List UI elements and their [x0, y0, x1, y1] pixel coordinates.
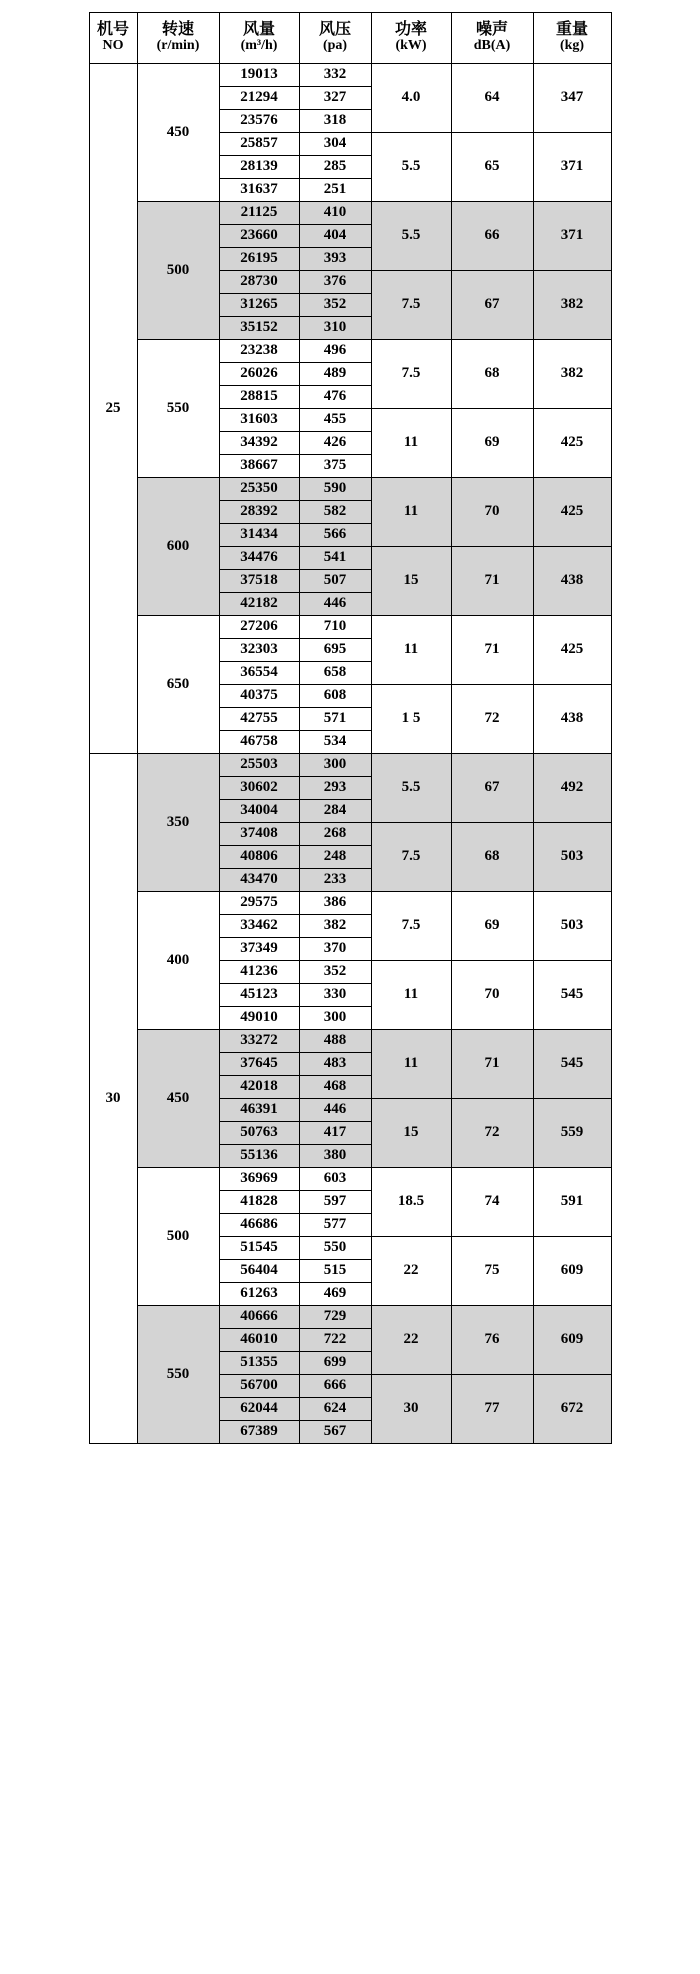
cell-airflow: 56404 [219, 1260, 299, 1283]
cell-pressure: 248 [299, 846, 371, 869]
cell-airflow: 46758 [219, 731, 299, 754]
column-header-speed: 转速 (r/min) [137, 13, 219, 64]
cell-pressure: 417 [299, 1122, 371, 1145]
cell-speed: 500 [137, 202, 219, 340]
cell-airflow: 36969 [219, 1168, 299, 1191]
cell-pressure: 496 [299, 340, 371, 363]
cell-airflow: 34392 [219, 432, 299, 455]
cell-power: 22 [371, 1237, 451, 1306]
cell-airflow: 33272 [219, 1030, 299, 1053]
cell-speed: 550 [137, 340, 219, 478]
cell-pressure: 268 [299, 823, 371, 846]
table-body [89, 64, 611, 1444]
cell-weight: 503 [533, 823, 611, 892]
cell-pressure: 300 [299, 1007, 371, 1030]
column-header-weight: 重量 (kg) [533, 13, 611, 64]
cell-airflow: 31637 [219, 179, 299, 202]
cell-pressure: 352 [299, 294, 371, 317]
cell-pressure: 382 [299, 915, 371, 938]
cell-power: 5.5 [371, 202, 451, 271]
table-row [89, 64, 611, 87]
cell-weight: 503 [533, 892, 611, 961]
cell-weight: 425 [533, 478, 611, 547]
cell-pressure: 233 [299, 869, 371, 892]
cell-pressure: 284 [299, 800, 371, 823]
cell-airflow: 62044 [219, 1398, 299, 1421]
cell-noise: 69 [451, 892, 533, 961]
cell-pressure: 327 [299, 87, 371, 110]
cell-airflow: 41828 [219, 1191, 299, 1214]
cell-airflow: 28815 [219, 386, 299, 409]
cell-airflow: 25857 [219, 133, 299, 156]
cell-noise: 67 [451, 754, 533, 823]
cell-speed: 450 [137, 1030, 219, 1168]
cell-pressure: 624 [299, 1398, 371, 1421]
cell-weight: 382 [533, 271, 611, 340]
cell-speed: 550 [137, 1306, 219, 1444]
cell-power: 7.5 [371, 823, 451, 892]
cell-airflow: 30602 [219, 777, 299, 800]
cell-airflow: 33462 [219, 915, 299, 938]
cell-airflow: 49010 [219, 1007, 299, 1030]
cell-pressure: 571 [299, 708, 371, 731]
cell-pressure: 468 [299, 1076, 371, 1099]
cell-airflow: 28392 [219, 501, 299, 524]
cell-noise: 68 [451, 340, 533, 409]
cell-airflow: 51355 [219, 1352, 299, 1375]
cell-airflow: 37349 [219, 938, 299, 961]
column-header-power: 功率 (kW) [371, 13, 451, 64]
cell-pressure: 404 [299, 225, 371, 248]
cell-pressure: 489 [299, 363, 371, 386]
cell-power: 18.5 [371, 1168, 451, 1237]
cell-pressure: 603 [299, 1168, 371, 1191]
cell-weight: 382 [533, 340, 611, 409]
cell-pressure: 488 [299, 1030, 371, 1053]
cell-airflow: 67389 [219, 1421, 299, 1444]
cell-airflow: 27206 [219, 616, 299, 639]
cell-airflow: 32303 [219, 639, 299, 662]
cell-airflow: 55136 [219, 1145, 299, 1168]
cell-power: 7.5 [371, 892, 451, 961]
cell-power: 22 [371, 1306, 451, 1375]
column-header-airflow: 风量 (m³/h) [219, 13, 299, 64]
cell-noise: 66 [451, 202, 533, 271]
cell-airflow: 21125 [219, 202, 299, 225]
cell-airflow: 25503 [219, 754, 299, 777]
cell-power: 11 [371, 616, 451, 685]
cell-pressure: 582 [299, 501, 371, 524]
cell-model-no: 30 [89, 754, 137, 1444]
cell-airflow: 43470 [219, 869, 299, 892]
cell-airflow: 26026 [219, 363, 299, 386]
fan-specification-table [89, 12, 612, 1444]
table-row [89, 1306, 611, 1329]
cell-pressure: 507 [299, 570, 371, 593]
cell-weight: 545 [533, 1030, 611, 1099]
cell-airflow: 31434 [219, 524, 299, 547]
cell-pressure: 332 [299, 64, 371, 87]
cell-pressure: 330 [299, 984, 371, 1007]
table-header-row [89, 13, 611, 64]
cell-airflow: 46391 [219, 1099, 299, 1122]
cell-pressure: 590 [299, 478, 371, 501]
cell-pressure: 515 [299, 1260, 371, 1283]
cell-pressure: 729 [299, 1306, 371, 1329]
cell-airflow: 25350 [219, 478, 299, 501]
cell-pressure: 375 [299, 455, 371, 478]
cell-airflow: 40375 [219, 685, 299, 708]
cell-noise: 71 [451, 1030, 533, 1099]
cell-speed: 650 [137, 616, 219, 754]
cell-noise: 70 [451, 961, 533, 1030]
cell-airflow: 61263 [219, 1283, 299, 1306]
cell-noise: 72 [451, 685, 533, 754]
cell-airflow: 23576 [219, 110, 299, 133]
cell-airflow: 26195 [219, 248, 299, 271]
cell-airflow: 46010 [219, 1329, 299, 1352]
cell-power: 11 [371, 961, 451, 1030]
cell-pressure: 608 [299, 685, 371, 708]
cell-power: 15 [371, 547, 451, 616]
cell-pressure: 699 [299, 1352, 371, 1375]
cell-pressure: 300 [299, 754, 371, 777]
cell-airflow: 42182 [219, 593, 299, 616]
cell-noise: 67 [451, 271, 533, 340]
cell-power: 5.5 [371, 133, 451, 202]
cell-pressure: 534 [299, 731, 371, 754]
cell-speed: 450 [137, 64, 219, 202]
cell-power: 30 [371, 1375, 451, 1444]
cell-airflow: 40806 [219, 846, 299, 869]
table-header [89, 13, 611, 64]
cell-pressure: 710 [299, 616, 371, 639]
cell-airflow: 37408 [219, 823, 299, 846]
cell-pressure: 293 [299, 777, 371, 800]
cell-airflow: 40666 [219, 1306, 299, 1329]
cell-weight: 425 [533, 409, 611, 478]
cell-noise: 76 [451, 1306, 533, 1375]
cell-airflow: 36554 [219, 662, 299, 685]
table-row [89, 202, 611, 225]
cell-pressure: 386 [299, 892, 371, 915]
column-header-pressure: 风压 (pa) [299, 13, 371, 64]
cell-pressure: 722 [299, 1329, 371, 1352]
cell-airflow: 42018 [219, 1076, 299, 1099]
cell-airflow: 56700 [219, 1375, 299, 1398]
cell-airflow: 41236 [219, 961, 299, 984]
cell-power: 15 [371, 1099, 451, 1168]
cell-noise: 70 [451, 478, 533, 547]
cell-speed: 600 [137, 478, 219, 616]
cell-weight: 591 [533, 1168, 611, 1237]
cell-pressure: 285 [299, 156, 371, 179]
cell-weight: 425 [533, 616, 611, 685]
cell-airflow: 50763 [219, 1122, 299, 1145]
column-header-noise: 噪声 dB(A) [451, 13, 533, 64]
cell-pressure: 597 [299, 1191, 371, 1214]
cell-pressure: 695 [299, 639, 371, 662]
cell-weight: 672 [533, 1375, 611, 1444]
cell-power: 11 [371, 1030, 451, 1099]
cell-speed: 500 [137, 1168, 219, 1306]
cell-pressure: 310 [299, 317, 371, 340]
cell-airflow: 28730 [219, 271, 299, 294]
table-row [89, 478, 611, 501]
table-row [89, 1168, 611, 1191]
cell-pressure: 380 [299, 1145, 371, 1168]
cell-weight: 545 [533, 961, 611, 1030]
cell-pressure: 426 [299, 432, 371, 455]
cell-noise: 68 [451, 823, 533, 892]
spec-sheet [0, 12, 700, 1974]
cell-noise: 69 [451, 409, 533, 478]
cell-noise: 65 [451, 133, 533, 202]
cell-pressure: 376 [299, 271, 371, 294]
cell-power: 11 [371, 478, 451, 547]
cell-airflow: 23660 [219, 225, 299, 248]
cell-noise: 74 [451, 1168, 533, 1237]
cell-weight: 438 [533, 547, 611, 616]
cell-power: 4.0 [371, 64, 451, 133]
cell-airflow: 51545 [219, 1237, 299, 1260]
cell-model-no: 25 [89, 64, 137, 754]
cell-airflow: 42755 [219, 708, 299, 731]
cell-noise: 77 [451, 1375, 533, 1444]
cell-pressure: 304 [299, 133, 371, 156]
cell-weight: 371 [533, 133, 611, 202]
cell-airflow: 45123 [219, 984, 299, 1007]
column-header-model: 机号 NO [89, 13, 137, 64]
cell-power: 7.5 [371, 340, 451, 409]
cell-pressure: 251 [299, 179, 371, 202]
cell-airflow: 31265 [219, 294, 299, 317]
cell-power: 11 [371, 409, 451, 478]
table-row [89, 340, 611, 363]
cell-pressure: 577 [299, 1214, 371, 1237]
cell-pressure: 567 [299, 1421, 371, 1444]
table-row [89, 892, 611, 915]
cell-power: 5.5 [371, 754, 451, 823]
cell-pressure: 455 [299, 409, 371, 432]
cell-pressure: 541 [299, 547, 371, 570]
cell-airflow: 23238 [219, 340, 299, 363]
table-row [89, 1030, 611, 1053]
cell-airflow: 37645 [219, 1053, 299, 1076]
cell-airflow: 28139 [219, 156, 299, 179]
cell-airflow: 29575 [219, 892, 299, 915]
cell-speed: 400 [137, 892, 219, 1030]
table-row [89, 616, 611, 639]
cell-pressure: 370 [299, 938, 371, 961]
cell-pressure: 352 [299, 961, 371, 984]
cell-weight: 492 [533, 754, 611, 823]
cell-weight: 347 [533, 64, 611, 133]
cell-weight: 371 [533, 202, 611, 271]
cell-pressure: 446 [299, 1099, 371, 1122]
cell-weight: 559 [533, 1099, 611, 1168]
table-row [89, 754, 611, 777]
cell-pressure: 476 [299, 386, 371, 409]
cell-pressure: 469 [299, 1283, 371, 1306]
cell-weight: 438 [533, 685, 611, 754]
cell-airflow: 38667 [219, 455, 299, 478]
cell-power: 1 5 [371, 685, 451, 754]
cell-pressure: 393 [299, 248, 371, 271]
cell-airflow: 19013 [219, 64, 299, 87]
cell-noise: 72 [451, 1099, 533, 1168]
cell-pressure: 666 [299, 1375, 371, 1398]
cell-pressure: 483 [299, 1053, 371, 1076]
cell-noise: 71 [451, 547, 533, 616]
cell-airflow: 37518 [219, 570, 299, 593]
cell-airflow: 35152 [219, 317, 299, 340]
cell-pressure: 566 [299, 524, 371, 547]
cell-speed: 350 [137, 754, 219, 892]
cell-airflow: 31603 [219, 409, 299, 432]
cell-noise: 75 [451, 1237, 533, 1306]
cell-power: 7.5 [371, 271, 451, 340]
cell-airflow: 46686 [219, 1214, 299, 1237]
cell-weight: 609 [533, 1237, 611, 1306]
cell-noise: 71 [451, 616, 533, 685]
cell-pressure: 446 [299, 593, 371, 616]
cell-pressure: 410 [299, 202, 371, 225]
cell-pressure: 318 [299, 110, 371, 133]
cell-weight: 609 [533, 1306, 611, 1375]
cell-airflow: 34476 [219, 547, 299, 570]
cell-pressure: 550 [299, 1237, 371, 1260]
cell-airflow: 34004 [219, 800, 299, 823]
cell-noise: 64 [451, 64, 533, 133]
cell-airflow: 21294 [219, 87, 299, 110]
cell-pressure: 658 [299, 662, 371, 685]
